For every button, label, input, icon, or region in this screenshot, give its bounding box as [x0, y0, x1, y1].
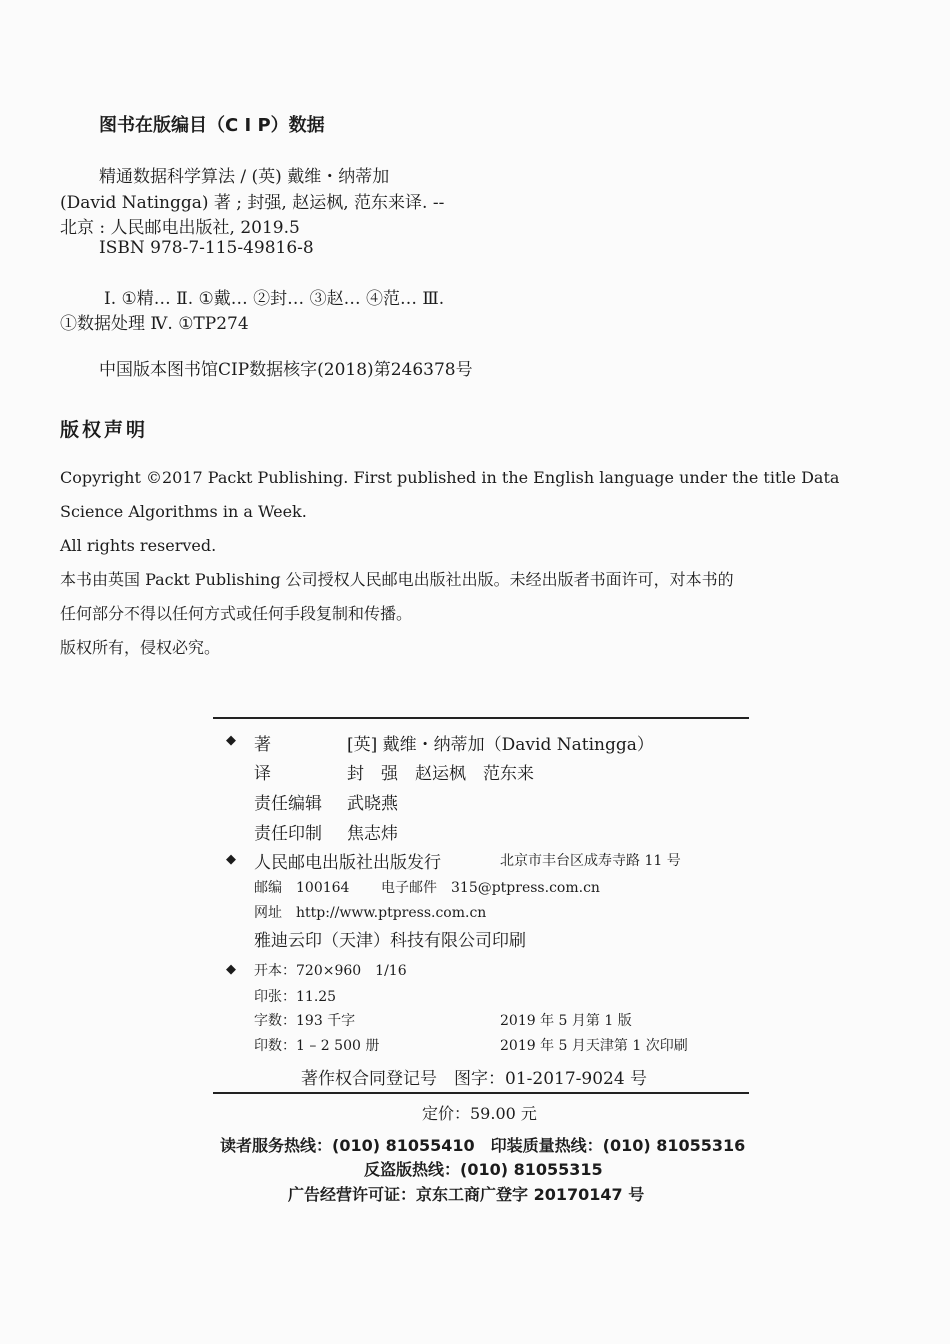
copyright-registration: 著作权合同登记号 图字：01-2017-9024 号 [301, 1069, 648, 1089]
cip-publisher-line: 北京 : 人民邮电出版社, 2019.5 [60, 218, 300, 238]
edition: 2019 年 5 月第 1 版 [500, 1013, 632, 1029]
diamond-bullet-icon: ◆ [226, 962, 236, 977]
editor-value: 武晓燕 [347, 794, 398, 814]
copyright-line: All rights reserved. [60, 536, 217, 555]
print-manager-label: 责任印制 [254, 824, 322, 844]
postcode: 邮编 100164 [254, 880, 350, 896]
cip-check-number: 中国版本图书馆CIP数据核字(2018)第246378号 [99, 360, 473, 380]
translator-value: 封 强 赵运枫 范东来 [347, 764, 534, 784]
book-format: 开本：720×960 1/16 [254, 963, 407, 979]
cip-subjects-line2: ①数据处理 Ⅳ. ①TP274 [60, 314, 249, 334]
colophon-top-rule [213, 717, 749, 719]
publisher: 人民邮电出版社出版发行 [254, 853, 441, 873]
printer: 雅迪云印（天津）科技有限公司印刷 [254, 931, 526, 951]
email: 电子邮件 315@ptpress.com.cn [381, 880, 600, 896]
colophon-bottom-rule [213, 1092, 749, 1094]
cip-subjects-line1: Ⅰ. ①精… Ⅱ. ①戴… ②封… ③赵… ④范… Ⅲ. [104, 289, 445, 309]
editor-label: 责任编辑 [254, 794, 322, 814]
print-manager-value: 焦志炜 [347, 824, 398, 844]
copyright-line: 版权所有，侵权必究。 [60, 638, 221, 657]
word-count: 字数：193 千字 [254, 1013, 356, 1029]
copyright-heading: 版权声明 [60, 419, 149, 441]
cip-author-line: (David Natingga) 著 ; 封强, 赵运枫, 范东来译. -- [60, 193, 445, 213]
ad-license: 广告经营许可证：京东工商广登字 20170147 号 [288, 1185, 645, 1204]
diamond-bullet-icon: ◆ [226, 733, 236, 748]
translator-label: 译 [254, 764, 271, 784]
copyright-line: Science Algorithms in a Week. [60, 502, 307, 521]
diamond-bullet-icon: ◆ [226, 852, 236, 867]
price: 定价：59.00 元 [422, 1104, 537, 1123]
cip-title-line: 精通数据科学算法 / (英) 戴维・纳蒂加 [99, 167, 390, 187]
copyright-line: Copyright ©2017 Packt Publishing. First published in the English language under the title Data [60, 468, 840, 487]
publisher-address: 北京市丰台区成寿寺路 11 号 [500, 853, 681, 869]
print-run: 印数：1 – 2 500 册 [254, 1038, 380, 1054]
copyright-line: 本书由英国 Packt Publishing 公司授权人民邮电出版社出版。未经出版者书面许可，对本书的 [60, 570, 734, 589]
printing: 2019 年 5 月天津第 1 次印刷 [500, 1038, 688, 1054]
printed-sheets: 印张：11.25 [254, 989, 337, 1005]
cip-isbn: ISBN 978-7-115-49816-8 [99, 238, 314, 258]
cip-heading: 图书在版编目（C I P）数据 [99, 115, 325, 136]
author-value: [英] 戴维・纳蒂加（David Natingga） [347, 735, 654, 755]
copyright-line: 任何部分不得以任何方式或任何手段复制和传播。 [60, 604, 413, 623]
anti-piracy-hotline: 反盗版热线：(010) 81055315 [364, 1160, 603, 1179]
service-hotlines: 读者服务热线：(010) 81055410 印装质量热线：(010) 81055316 [220, 1136, 746, 1155]
website: 网址 http://www.ptpress.com.cn [254, 905, 487, 921]
author-label: 著 [254, 735, 271, 755]
